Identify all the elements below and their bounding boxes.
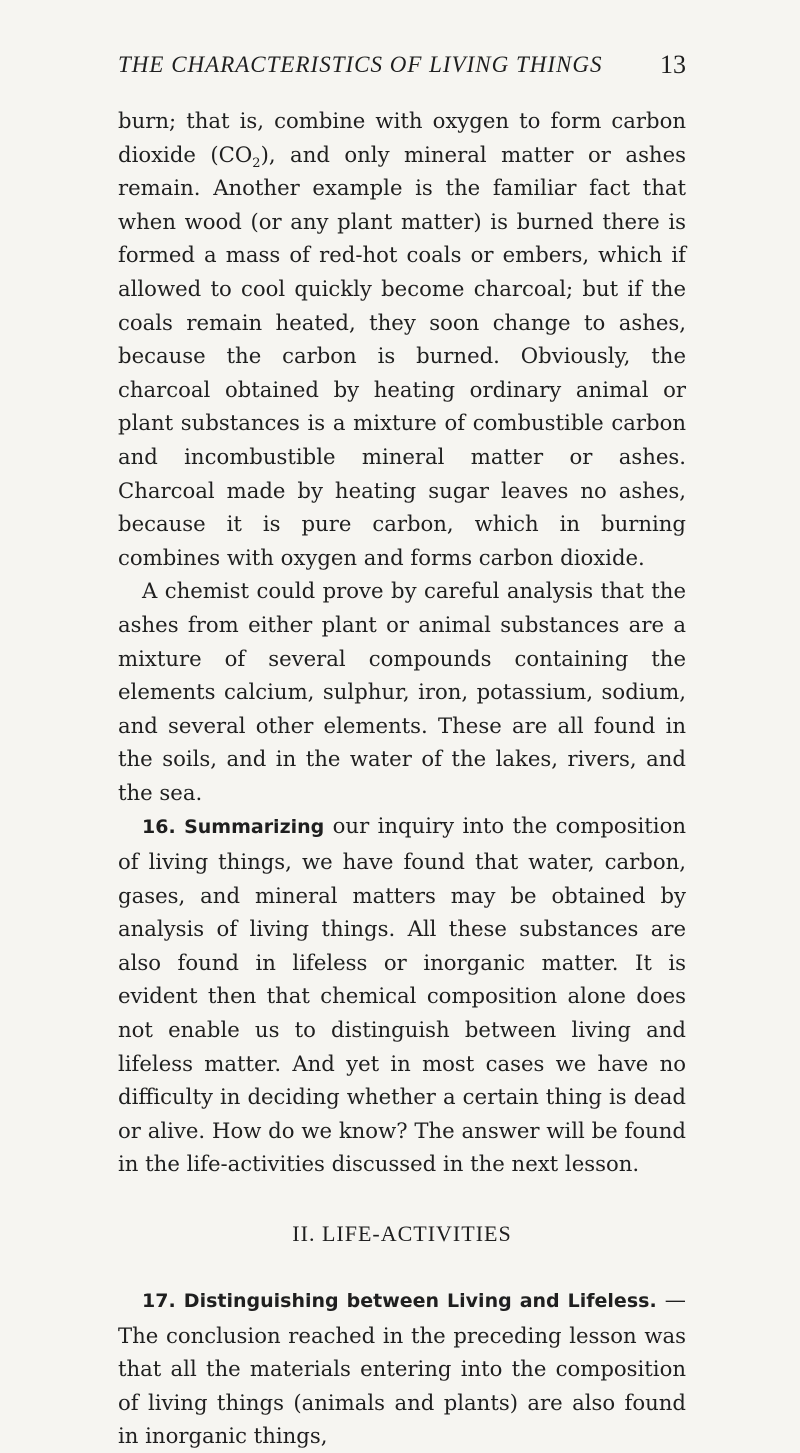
- subscript: 2: [252, 155, 261, 171]
- run-in-heading: Distinguishing between Living and Lifeless.: [183, 1290, 657, 1312]
- paragraph-text: — The conclusion reached in the preceding lesson was that all the materials entering into the composition of living things (animals and plants) are also found in inorganic things,: [118, 1287, 686, 1449]
- section-number: 17.: [142, 1290, 176, 1312]
- paragraph-16: [118, 809, 686, 1181]
- running-title: THE CHARACTERISTICS OF LIVING THINGS: [118, 52, 603, 77]
- paragraph-ashes: A chemist could prove by careful analysis that the ashes from either plant or animal substances are a mixture of several compounds containing the elements calcium, sulphur, iron, potassium, sodium, and several other elements. These are all found in the soils, and in the water of the lakes, rivers, and the sea.: [118, 578, 686, 805]
- paragraph-continuation: [118, 104, 686, 574]
- running-head: [118, 52, 686, 82]
- paragraph-text: ), and only mineral matter or ashes remain. Another example is the familiar fact that when wood (or any plant matter) is burned there is formed a mass of red-hot coals or embers, which if allowed to cool quickly become charcoal; but if the coals remain heated, they soon change to ashes, because the carbon is burned. Obviously, the charcoal obtained by heating ordinary animal or plant substances is a mixture of combustible carbon and incombustible mineral matter or ashes. Charcoal made by heating sugar leaves no ashes, because it is pure carbon, which in burning combines with oxygen and forms carbon dioxide.: [118, 141, 686, 570]
- run-in-heading: Summarizing: [184, 816, 325, 839]
- section-heading: II. LIFE-ACTIVITIES: [292, 1221, 512, 1246]
- section-number: 16.: [142, 816, 176, 839]
- page-body: [118, 104, 686, 1453]
- paragraph-text: burn; that is, combine with oxygen to form carbon dioxide (CO: [118, 108, 686, 167]
- paragraph-17: [118, 1283, 686, 1453]
- page-number: 13: [660, 50, 686, 79]
- paragraph-text: our inquiry into the composition of living things, we have found that water, carbon, gases, and mineral matters may be obtained by analysis of living things. All these substances are also found in lifeless or inorganic matter. It is evident then that chemical composition alone does not enable us to distinguish between living and lifeless matter. And yet in most cases we have no difficulty in deciding whether a certain thing is dead or alive. How do we know? The answer will be found in the life-activities discussed in the next lesson.: [118, 813, 686, 1177]
